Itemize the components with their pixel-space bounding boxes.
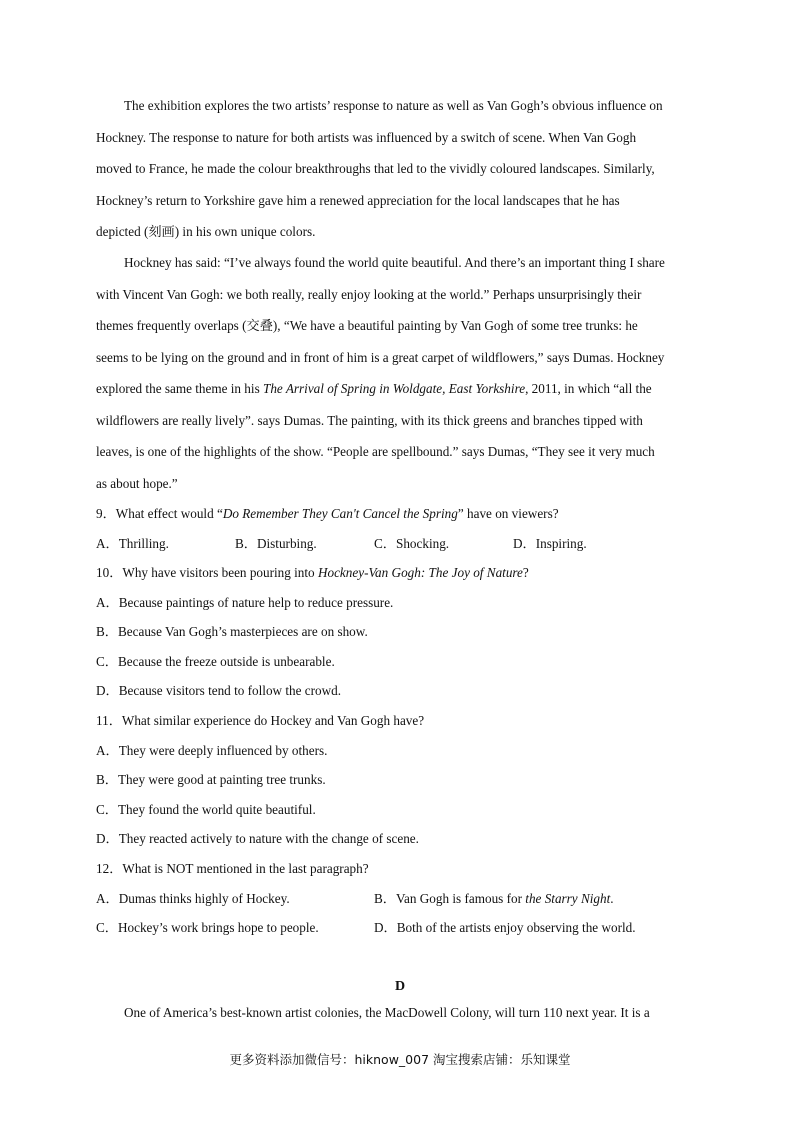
section-d-first-line: One of America’s best-known artist colonies, the MacDowell Colony, will turn 110 next year. It is a bbox=[124, 1005, 650, 1020]
question-11-option-b: B．They were good at painting tree trunks. bbox=[96, 772, 326, 787]
text-line bbox=[96, 373, 706, 405]
text-line: wildflowers are really lively”. says Dumas. The painting, with its thick greens and branches tipped with bbox=[96, 412, 643, 428]
question-12-stem: 12．What is NOT mentioned in the last paragraph? bbox=[96, 861, 369, 876]
option-text: B．Van Gogh is famous for bbox=[374, 891, 526, 906]
question-text: ” have on viewers? bbox=[457, 506, 559, 521]
question-12-option-c: C．Hockey’s work brings hope to people. bbox=[96, 920, 319, 935]
question-12-option-a: A．Dumas thinks highly of Hockey. bbox=[96, 891, 290, 906]
text-line: seems to be lying on the ground and in front of him is a great carpet of wildflowers,” says Dumas. Hockney bbox=[96, 349, 665, 365]
text-line: Hockney has said: “I’ve always found the world quite beautiful. And there’s an important thing I share bbox=[124, 255, 665, 270]
question-10-option-d: D．Because visitors tend to follow the crowd. bbox=[96, 683, 342, 698]
question-12-option-d: D．Both of the artists enjoy observing the world. bbox=[374, 920, 636, 935]
artwork-title: The Arrival of Spring in Woldgate, East Yorkshire bbox=[263, 381, 526, 396]
question-12-option-b bbox=[374, 888, 614, 907]
question-text: ? bbox=[522, 565, 529, 580]
exhibition-title: Hockney-Van Gogh: The Joy of Nature bbox=[317, 565, 523, 580]
text-line: Hockney’s return to Yorkshire gave him a renewed appreciation for the local landscapes that he has bbox=[96, 192, 620, 208]
page-footer: 更多资料添加微信号：hiknow_007 淘宝搜索店铺：乐知课堂 bbox=[229, 1052, 571, 1067]
text-line: as about hope.” bbox=[96, 475, 178, 491]
option-text: . bbox=[610, 891, 614, 906]
question-11-stem: 11．What similar experience do Hockey and Van Gogh have? bbox=[96, 713, 425, 728]
question-9-option-b: B．Disturbing. bbox=[235, 536, 317, 551]
question-9-option-c: C．Shocking. bbox=[374, 536, 450, 551]
text-line: Hockney. The response to nature for both artists was influenced by a switch of scene. When Van Gogh bbox=[96, 129, 637, 145]
question-10-option-a: A．Because paintings of nature help to reduce pressure. bbox=[96, 595, 394, 610]
text-line: with Vincent Van Gogh: we both really, really enjoy looking at the world.” Perhaps unsurprisingly their bbox=[96, 286, 642, 302]
text-line: leaves, is one of the highlights of the show. “People are spellbound.” says Dumas, “They see it very much bbox=[96, 444, 655, 459]
question-11-option-d: D．They reacted actively to nature with the change of scene. bbox=[96, 831, 419, 846]
passage-paragraph-2 bbox=[96, 247, 706, 499]
question-10-stem bbox=[96, 562, 529, 581]
text-line: moved to France, he made the colour breakthroughs that led to the vividly coloured landscapes. Similarly, bbox=[96, 161, 655, 176]
text-line: depicted (刻画) in his own unique colors. bbox=[96, 224, 316, 239]
text-line: The exhibition explores the two artists’ response to nature as well as Van Gogh’s obvious influence on bbox=[124, 98, 663, 113]
artwork-title: Do Remember They Can't Cancel the Spring bbox=[222, 506, 458, 521]
question-9-stem bbox=[96, 503, 559, 522]
question-10-option-c: C．Because the freeze outside is unbearable. bbox=[96, 654, 335, 669]
question-10-option-b: B．Because Van Gogh’s masterpieces are on show. bbox=[96, 624, 368, 639]
question-9-option-a: A．Thrilling. bbox=[96, 536, 169, 551]
text-fragment: , 2011, in which “all the bbox=[525, 381, 652, 396]
question-9-option-d: D．Inspiring. bbox=[513, 536, 587, 551]
question-text: 10．Why have visitors been pouring into bbox=[96, 565, 318, 580]
passage-paragraph-1 bbox=[96, 90, 706, 248]
text-line: themes frequently overlaps (交叠), “We have a beautiful painting by Van Gogh of some tree trunks: he bbox=[96, 318, 638, 333]
section-heading: D bbox=[394, 979, 406, 994]
question-11-option-c: C．They found the world quite beautiful. bbox=[96, 802, 316, 817]
question-11-option-a: A．They were deeply influenced by others. bbox=[96, 743, 328, 758]
question-text: 9．What effect would “ bbox=[96, 506, 223, 521]
text-fragment: explored the same theme in his bbox=[96, 381, 263, 396]
artwork-title: the Starry Night bbox=[525, 891, 611, 906]
